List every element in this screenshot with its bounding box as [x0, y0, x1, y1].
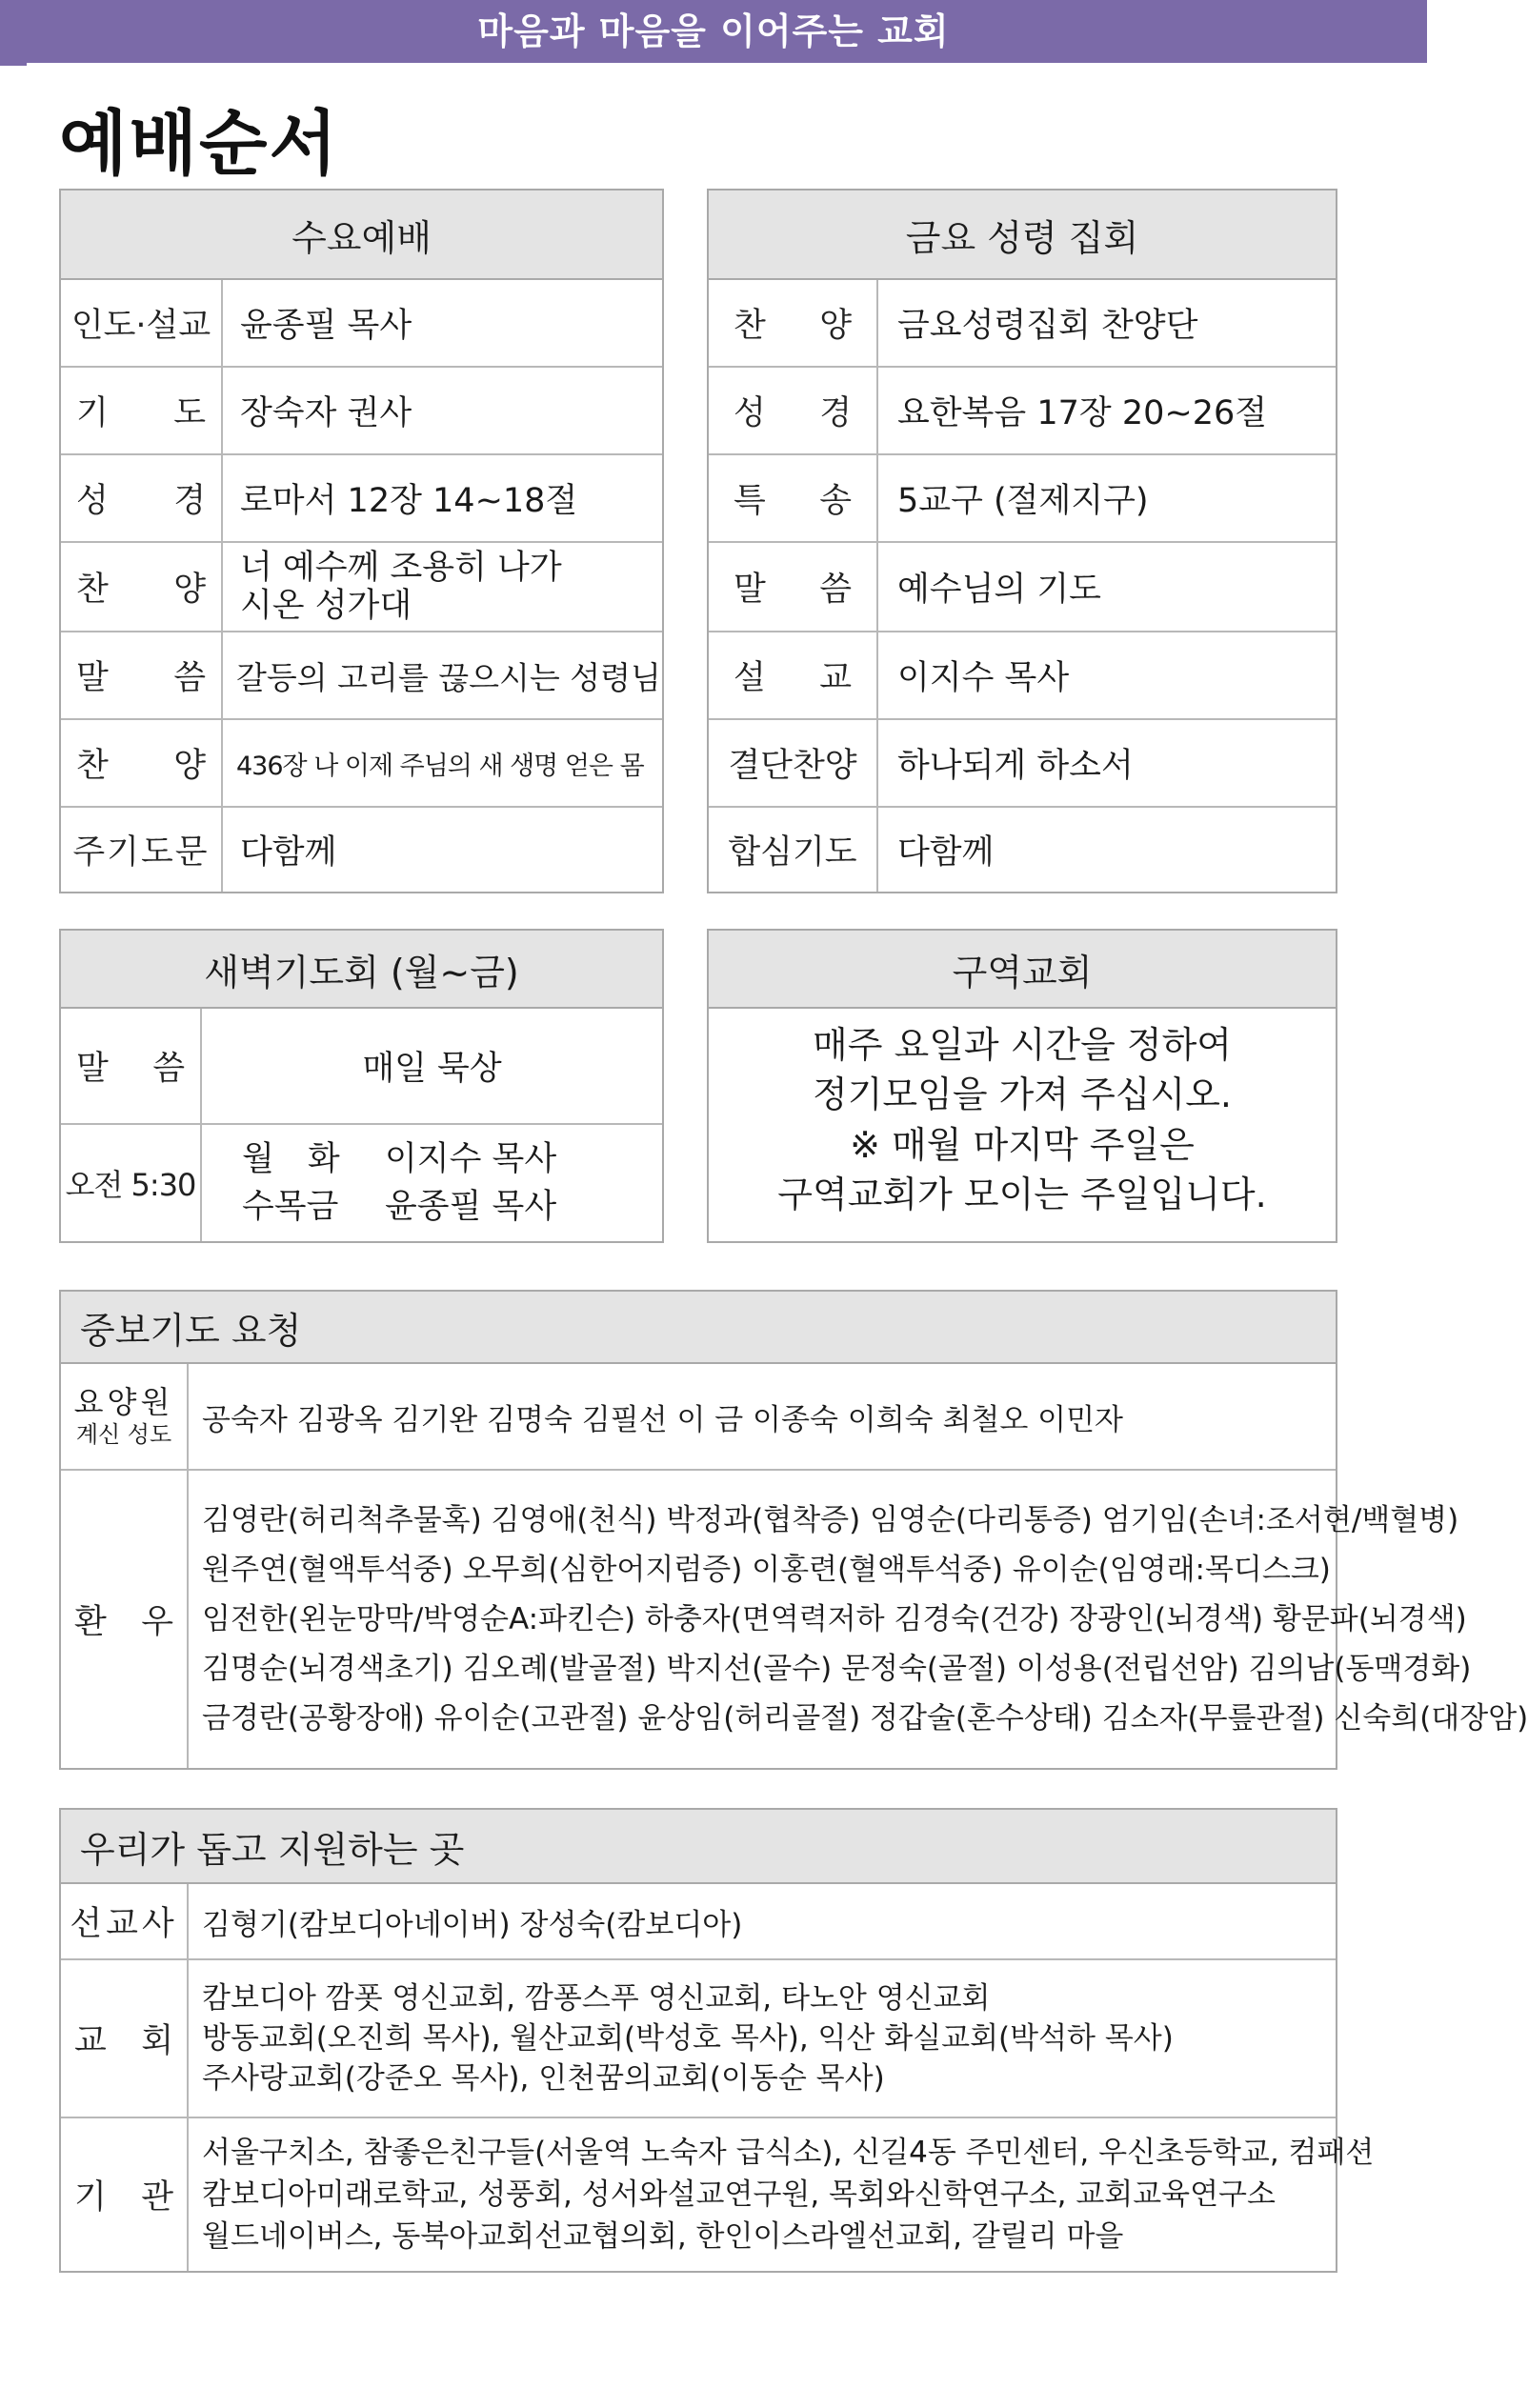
schedule-days: 수목금	[242, 1188, 339, 1226]
table-row	[61, 368, 662, 455]
row-label: 인도·설교	[61, 280, 223, 366]
table-row	[61, 455, 662, 543]
dawn-prayer-table	[59, 929, 664, 1243]
table-row	[709, 368, 1336, 455]
row-label: 합심기도	[709, 808, 878, 892]
table-row	[709, 543, 1336, 632]
missionary-label: 선교사	[61, 1884, 189, 1958]
schedule-row	[242, 1183, 556, 1231]
table-row	[61, 1471, 1528, 1768]
row-value: 요한복음 17장 20~26절	[897, 394, 1268, 432]
table-row	[61, 1364, 1336, 1471]
schedule-row	[242, 1135, 556, 1183]
table-row	[61, 632, 662, 720]
row-label: 오전 5:30	[61, 1125, 202, 1241]
church-line: 주사랑교회(강준오 목사), 인천꿈의교회(이동순 목사)	[202, 2061, 885, 2096]
patient-line: 금경란(공황장애) 유이순(고관절) 윤상임(허리골절) 정갑술(혼수상태) 김소자(무릎관절) 신숙희(대장암)	[202, 1701, 1528, 1736]
table-row	[61, 543, 662, 632]
patients-label: 환 우	[61, 1471, 189, 1768]
table-row	[709, 720, 1336, 808]
row-value: 436장 나 이제 주님의 새 생명 얻은 몸	[236, 751, 644, 781]
page-title: 예배순서	[59, 103, 339, 185]
schedule-leader: 이지수 목사	[385, 1140, 557, 1178]
row-value	[223, 543, 562, 631]
church-line: 방동교회(오진희 목사), 월산교회(박성호 목사), 익산 화실교회(박석하 목사)	[202, 2021, 1174, 2056]
support-title: 우리가 돕고 지원하는 곳	[61, 1810, 1336, 1884]
row-value: 이지수 목사	[897, 659, 1070, 697]
district-church-notice	[709, 1009, 1336, 1220]
row-label: 말 씀	[61, 632, 223, 718]
hymn-title: 너 예수께 조용히 나가	[240, 548, 562, 587]
row-label: 특 송	[709, 455, 878, 541]
notice-line: ※ 매월 마지막 주일은	[850, 1123, 1195, 1166]
table-row	[61, 280, 662, 368]
table-row	[61, 720, 662, 808]
row-value: 금요성령집회 찬양단	[897, 307, 1198, 345]
table-row	[61, 1125, 662, 1241]
nursing-home-label	[61, 1364, 189, 1469]
patients-list	[189, 1471, 1528, 1768]
row-value: 장숙자 권사	[240, 394, 412, 432]
row-value: 로마서 12장 14~18절	[240, 482, 578, 520]
table-row	[709, 632, 1336, 720]
org-list	[189, 2118, 1375, 2271]
friday-service-title: 금요 성령 집회	[709, 191, 1336, 280]
patient-line: 임전한(왼눈망막/박영순A:파킨슨) 하충자(면역력저하 김경숙(건강) 장광인(뇌경색) 황문파(뇌경색)	[202, 1602, 1467, 1636]
row-label: 설 교	[709, 632, 878, 718]
church-list	[189, 1960, 1336, 2117]
district-church-title: 구역교회	[709, 931, 1336, 1009]
row-label: 말 씀	[709, 543, 878, 631]
wednesday-service-table	[59, 189, 664, 893]
table-row	[61, 2118, 1375, 2271]
row-label: 말 씀	[61, 1009, 202, 1123]
banner-tab	[0, 63, 27, 66]
wednesday-service-title: 수요예배	[61, 191, 662, 280]
table-row	[709, 280, 1336, 368]
row-label: 성 경	[61, 455, 223, 541]
notice-line: 매주 요일과 시간을 정하여	[812, 1024, 1233, 1066]
dawn-schedule	[202, 1125, 556, 1241]
patient-line: 원주연(혈액투석중) 오무희(심한어지럼증) 이홍련(혈액투석중) 유이순(임영래:목디스크)	[202, 1553, 1331, 1587]
schedule-leader: 윤종필 목사	[385, 1188, 557, 1226]
table-row	[61, 1009, 662, 1125]
row-label: 결단찬양	[709, 720, 878, 806]
banner-text: 마음과 마음을 이어주는 교회	[477, 10, 950, 52]
org-line: 월드네이버스, 동북아교회선교협의회, 한인이스라엘선교회, 갈릴리 마을	[202, 2219, 1124, 2254]
row-label: 기 도	[61, 368, 223, 453]
table-row	[709, 455, 1336, 543]
church-label: 교 회	[61, 1960, 189, 2117]
support-table	[59, 1808, 1375, 2273]
row-value: 매일 묵상	[362, 1050, 502, 1088]
friday-rows	[709, 280, 1336, 892]
table-row	[61, 808, 662, 892]
friday-service-table	[707, 189, 1337, 893]
row-value: 다함께	[897, 833, 995, 872]
table-row	[61, 1960, 1336, 2118]
church-line: 캄보디아 깜폿 영신교회, 깜퐁스푸 영신교회, 타노안 영신교회	[202, 1981, 991, 2016]
nursing-label: 요양원	[73, 1384, 174, 1420]
missionary-names: 김형기(캄보디아네이버) 장성숙(캄보디아)	[202, 1907, 743, 1942]
org-line: 캄보디아미래로학교, 성풍회, 성서와설교연구원, 목회와신학연구소, 교회교육연구소	[202, 2177, 1276, 2212]
nursing-home-names: 공숙자 김광옥 김기완 김명숙 김필선 이 금 이종숙 이희숙 최철오 이민자	[202, 1402, 1123, 1437]
patient-line: 김영란(허리척추물혹) 김영애(천식) 박정과(협착증) 임영순(다리통증) 엄기임(손녀:조서현/백혈병)	[202, 1503, 1459, 1537]
wednesday-rows	[61, 280, 662, 892]
row-label: 주기도문	[61, 808, 223, 892]
patient-line: 김명순(뇌경색초기) 김오례(발골절) 박지선(골수) 문정숙(골절) 이성용(전립선암) 김의남(동맥경화)	[202, 1652, 1472, 1686]
schedule-days: 월 화	[242, 1140, 352, 1178]
row-label: 찬 양	[709, 280, 878, 366]
row-value: 다함께	[240, 833, 337, 872]
table-row	[709, 808, 1336, 892]
nursing-sublabel: 계신 성도	[75, 1421, 172, 1448]
dawn-prayer-title: 새벽기도회 (월~금)	[61, 931, 662, 1009]
row-value: 하나되게 하소서	[897, 747, 1134, 785]
row-label: 찬 양	[61, 543, 223, 631]
district-church-box	[707, 929, 1337, 1243]
row-value: 윤종필 목사	[240, 307, 412, 345]
notice-line: 정기모임을 가져 주십시오.	[812, 1074, 1233, 1116]
org-line: 서울구치소, 참좋은친구들(서울역 노숙자 급식소), 신길4동 주민센터, 우신초등학교, 컴패션	[202, 2136, 1375, 2170]
org-label: 기 관	[61, 2118, 189, 2271]
intercession-table	[59, 1290, 1528, 1770]
row-value: 갈등의 고리를 끊으시는 성령님	[236, 658, 661, 696]
row-label: 성 경	[709, 368, 878, 453]
table-row	[61, 1884, 1336, 1960]
row-value: 5교구 (절제지구)	[897, 482, 1149, 520]
row-label: 찬 양	[61, 720, 223, 806]
notice-line: 구역교회가 모이는 주일입니다.	[777, 1174, 1267, 1216]
intercession-title: 중보기도 요청	[61, 1292, 1336, 1364]
choir-name: 시온 성가대	[240, 587, 412, 625]
row-value: 예수님의 기도	[897, 571, 1101, 609]
top-banner	[0, 0, 1427, 63]
